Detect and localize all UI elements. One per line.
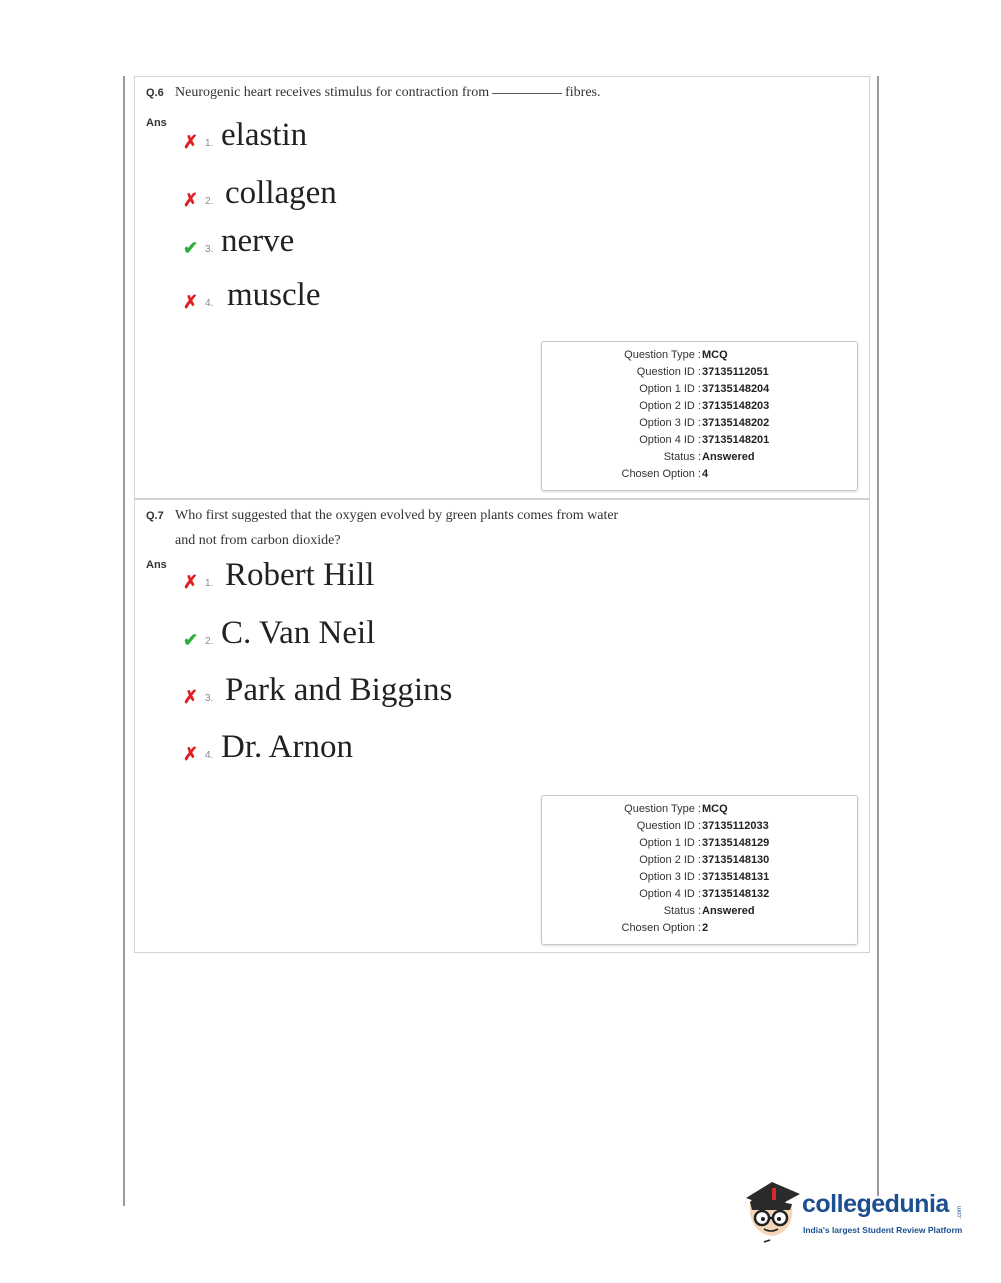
- option-number: 4.: [205, 298, 214, 309]
- option-number: 2.: [205, 196, 214, 207]
- cross-icon: ✗: [183, 687, 199, 707]
- collegedunia-logo: [742, 1176, 972, 1246]
- question-info-panel: [541, 795, 858, 945]
- question-number: Q.6: [146, 87, 164, 99]
- logo-wordmark: collegedunia: [802, 1190, 949, 1218]
- option-number: 2.: [205, 636, 214, 647]
- logo-suffix: .com: [957, 1206, 963, 1220]
- info-option-3-id: Option 3 ID : 37135148202: [639, 417, 770, 429]
- cross-icon: ✗: [183, 190, 199, 210]
- page-right-border: [877, 76, 879, 1196]
- info-status: Status : Answered: [663, 451, 755, 463]
- question-text-line-1: Who first suggested that the oxygen evolved by green plants comes from water: [175, 508, 619, 523]
- option-text: collagen: [225, 175, 337, 211]
- option-number: 4.: [205, 750, 214, 761]
- info-question-id: Question ID : 37135112051: [636, 366, 769, 378]
- answer-label: Ans: [146, 117, 167, 129]
- option-number: 3.: [205, 244, 214, 255]
- option-text: Robert Hill: [225, 557, 375, 593]
- info-question-type: Question Type : MCQ: [624, 803, 728, 815]
- info-question-type: Question Type : MCQ: [624, 349, 728, 361]
- info-option-4-id: Option 4 ID : 37135148201: [639, 434, 770, 446]
- cross-icon: ✗: [183, 744, 199, 764]
- question-card-7: [134, 499, 870, 953]
- question-card-6: [134, 76, 870, 499]
- info-option-2-id: Option 2 ID : 37135148203: [639, 400, 770, 412]
- info-question-id: Question ID : 37135112033: [636, 820, 769, 832]
- info-option-4-id: Option 4 ID : 37135148132: [639, 888, 770, 900]
- option-text: C. Van Neil: [221, 615, 376, 651]
- option-text: muscle: [227, 277, 321, 313]
- fill-in-blank: [492, 93, 562, 94]
- logo-tagline: India's largest Student Review Platform: [803, 1225, 963, 1235]
- info-option-1-id: Option 1 ID : 37135148129: [639, 837, 770, 849]
- check-icon: ✔: [183, 630, 199, 650]
- info-option-2-id: Option 2 ID : 37135148130: [639, 854, 770, 866]
- info-chosen-option: Chosen Option : 4: [621, 468, 709, 480]
- option-text: nerve: [221, 223, 295, 259]
- option-number: 3.: [205, 693, 214, 704]
- answer-label: Ans: [146, 559, 167, 571]
- mascot-icon: [742, 1176, 802, 1246]
- question-text-line-2: and not from carbon dioxide?: [175, 533, 341, 548]
- option-text: Park and Biggins: [225, 672, 453, 708]
- option-text: elastin: [221, 117, 308, 153]
- question-text: Neurogenic heart receives stimulus for contraction from fibres.: [175, 85, 601, 100]
- info-status: Status : Answered: [663, 905, 755, 917]
- option-text: Dr. Arnon: [221, 729, 353, 765]
- cross-icon: ✗: [183, 572, 199, 592]
- info-chosen-option: Chosen Option : 2: [621, 922, 709, 934]
- info-option-3-id: Option 3 ID : 37135148131: [639, 871, 770, 883]
- option-number: 1.: [205, 578, 214, 589]
- question-info-panel: [541, 341, 858, 491]
- page-left-border: [123, 76, 125, 1206]
- cross-icon: ✗: [183, 132, 199, 152]
- check-icon: ✔: [183, 238, 199, 258]
- cross-icon: ✗: [183, 292, 199, 312]
- option-number: 1.: [205, 138, 214, 149]
- info-option-1-id: Option 1 ID : 37135148204: [639, 383, 770, 395]
- question-number: Q.7: [146, 510, 164, 522]
